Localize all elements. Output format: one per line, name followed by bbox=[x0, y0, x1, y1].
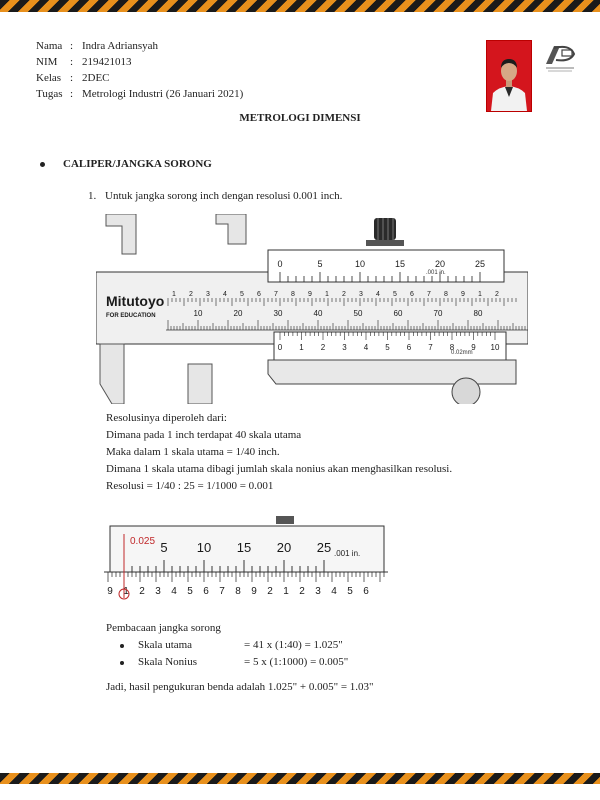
vernier-bottom-label: 4 bbox=[363, 343, 369, 352]
reading-item bbox=[106, 637, 348, 654]
bullet-icon bbox=[120, 644, 124, 648]
vernier-bottom-label: 0 bbox=[277, 343, 283, 352]
vernier-bottom-label: 10 bbox=[490, 343, 500, 352]
inch-scale-digit: 5 bbox=[393, 291, 397, 298]
info-key: Nama bbox=[36, 40, 63, 52]
info-row-name bbox=[36, 38, 243, 54]
hazard-stripe-top bbox=[0, 0, 600, 12]
fig2-main-digit: 4 bbox=[171, 586, 177, 597]
fig2-main-digit: 1 bbox=[283, 586, 289, 597]
fig2-vernier-label: 20 bbox=[276, 540, 292, 555]
info-sep: : bbox=[70, 40, 74, 52]
section-heading-label: CALIPER/JANGKA SORONG bbox=[63, 158, 212, 170]
fig2-main-digit: 8 bbox=[235, 586, 241, 597]
reading-label: Skala Nonius bbox=[138, 656, 197, 668]
fig2-main-digit: 6 bbox=[363, 586, 369, 597]
mm-scale-label: 30 bbox=[273, 309, 283, 318]
inch-scale-digit: 1 bbox=[325, 291, 329, 298]
info-sep: : bbox=[70, 88, 74, 100]
fig2-vernier-label: 15 bbox=[236, 540, 252, 555]
list-item bbox=[88, 190, 342, 202]
fig2-main-digit: 5 bbox=[187, 586, 193, 597]
brand-sub-label: FOR EDUCATION bbox=[106, 313, 156, 319]
vernier-bottom-unit: 0.02mm bbox=[451, 350, 473, 356]
inch-scale-digit: 4 bbox=[376, 291, 380, 298]
reading-marker-label: 0.025 bbox=[130, 536, 156, 547]
fig2-main-digit: 5 bbox=[347, 586, 353, 597]
vernier-top-unit: .001 in. bbox=[426, 270, 446, 276]
inch-scale-digit: 2 bbox=[342, 291, 346, 298]
reading-item bbox=[106, 654, 348, 671]
fig2-vernier-unit: .001 in. bbox=[334, 549, 361, 558]
mm-scale-label: 20 bbox=[233, 309, 243, 318]
inch-scale-digit: 8 bbox=[291, 291, 295, 298]
inch-scale-digit: 7 bbox=[427, 291, 431, 298]
info-sep: : bbox=[70, 72, 74, 84]
fig2-main-digit: 2 bbox=[139, 586, 145, 597]
vernier-top-label: 0 bbox=[277, 259, 283, 269]
brand-label: Mitutoyo bbox=[106, 293, 165, 309]
reading-value: = 41 x (1:40) = 1.025" bbox=[244, 639, 343, 651]
fig2-main-digit: 2 bbox=[299, 586, 305, 597]
inch-scale-digit: 9 bbox=[308, 291, 312, 298]
info-row-nim bbox=[36, 54, 243, 70]
info-key: NIM bbox=[36, 56, 58, 68]
fig2-vernier-label: 10 bbox=[196, 540, 212, 555]
mm-scale-label: 80 bbox=[473, 309, 483, 318]
vernier-top-label: 20 bbox=[434, 259, 446, 269]
vernier-top-label: 15 bbox=[394, 259, 406, 269]
vernier-bottom-label: 9 bbox=[471, 343, 476, 352]
resolution-line: Dimana 1 skala utama dibagi jumlah skala nonius akan menghasilkan resolusi. bbox=[106, 463, 453, 475]
vernier-bottom-label: 1 bbox=[299, 343, 304, 352]
vernier-bottom-label: 6 bbox=[406, 343, 412, 352]
reading-label: Skala utama bbox=[138, 639, 193, 651]
inch-scale-digit: 1 bbox=[478, 291, 482, 298]
info-value: Metrologi Industri (26 Januari 2021) bbox=[82, 88, 244, 100]
vernier-bottom-label: 5 bbox=[385, 343, 390, 352]
fig2-main-digit: 7 bbox=[219, 586, 225, 597]
bullet-icon bbox=[120, 661, 124, 665]
mm-scale-label: 40 bbox=[313, 309, 323, 318]
inch-scale-digit: 5 bbox=[240, 291, 244, 298]
resolution-explanation bbox=[106, 410, 452, 495]
inch-scale-digit: 1 bbox=[172, 291, 176, 298]
fig2-main-digit: 3 bbox=[315, 586, 321, 597]
vernier-bottom-label: 2 bbox=[320, 343, 326, 352]
vernier-bottom-label: 3 bbox=[342, 343, 347, 352]
info-sep: : bbox=[70, 56, 74, 68]
institution-logo bbox=[540, 40, 580, 74]
inch-scale-digit: 3 bbox=[359, 291, 363, 298]
inch-scale-digit: 6 bbox=[257, 291, 261, 298]
fig2-main-digit: 4 bbox=[331, 586, 337, 597]
fig2-main-digit: 1 bbox=[123, 586, 129, 597]
student-info bbox=[36, 38, 243, 102]
resolution-line: Resolusinya diperoleh dari: bbox=[106, 412, 227, 424]
info-key: Kelas bbox=[36, 72, 62, 84]
conclusion-text: Jadi, hasil pengukuran benda adalah 1.025" + 0.005" = 1.03" bbox=[106, 681, 374, 693]
vernier-top-label: 25 bbox=[474, 259, 486, 269]
reading-heading: Pembacaan jangka sorong bbox=[106, 622, 221, 634]
vernier-top-label: 5 bbox=[317, 259, 323, 269]
bullet-icon bbox=[40, 162, 45, 167]
inch-scale-digit: 2 bbox=[189, 291, 193, 298]
caliper-figure bbox=[96, 214, 528, 404]
vernier-bottom-label: 7 bbox=[428, 343, 433, 352]
inch-scale-digit: 8 bbox=[444, 291, 448, 298]
info-value: Indra Adriansyah bbox=[82, 40, 159, 52]
mm-scale-label: 60 bbox=[393, 309, 403, 318]
fig2-main-digit: 9 bbox=[251, 586, 257, 597]
mm-scale-label: 50 bbox=[353, 309, 363, 318]
logo-emblem-icon bbox=[540, 40, 580, 74]
inch-scale-digit: 4 bbox=[223, 291, 227, 298]
fig2-vernier-label: 5 bbox=[160, 540, 168, 555]
student-photo bbox=[486, 40, 532, 112]
fig2-vernier-label: 25 bbox=[316, 540, 332, 555]
reading-figure bbox=[104, 514, 388, 608]
person-silhouette-icon bbox=[487, 41, 531, 111]
inch-scale-digit: 7 bbox=[274, 291, 278, 298]
inch-scale-digit: 3 bbox=[206, 291, 210, 298]
fig2-main-digit: 2 bbox=[267, 586, 273, 597]
vernier-top-label: 10 bbox=[354, 259, 366, 269]
resolution-line: Dimana pada 1 inch terdapat 40 skala utama bbox=[106, 429, 302, 441]
document-title: METROLOGI DIMENSI bbox=[239, 112, 361, 124]
caliper-reading bbox=[106, 620, 348, 671]
reading-value: = 5 x (1:1000) = 0.005" bbox=[244, 656, 349, 668]
inch-scale-digit: 6 bbox=[410, 291, 414, 298]
section-heading bbox=[40, 158, 212, 170]
list-item-text: Untuk jangka sorong inch dengan resolusi 0.001 inch. bbox=[105, 190, 343, 202]
mm-scale-label: 10 bbox=[193, 309, 203, 318]
fig2-main-digit: 9 bbox=[107, 586, 113, 597]
info-value: 219421013 bbox=[82, 56, 132, 68]
list-item-number: 1. bbox=[88, 190, 97, 202]
inch-scale-digit: 9 bbox=[461, 291, 465, 298]
hazard-stripe-bottom bbox=[0, 773, 600, 784]
info-key: Tugas bbox=[36, 88, 63, 100]
resolution-line: Maka dalam 1 skala utama = 1/40 inch. bbox=[106, 446, 280, 458]
mm-scale-label: 70 bbox=[433, 309, 443, 318]
info-row-task bbox=[36, 86, 243, 102]
inch-scale-digit: 2 bbox=[495, 291, 499, 298]
info-row-class bbox=[36, 70, 243, 86]
vernier-bottom-label: 8 bbox=[449, 343, 455, 352]
fig2-main-digit: 6 bbox=[203, 586, 209, 597]
fig2-main-digit: 3 bbox=[155, 586, 161, 597]
lock-screw-icon bbox=[452, 378, 480, 404]
resolution-line: Resolusi = 1/40 : 25 = 1/1000 = 0.001 bbox=[106, 480, 274, 492]
info-value: 2DEC bbox=[82, 72, 110, 84]
